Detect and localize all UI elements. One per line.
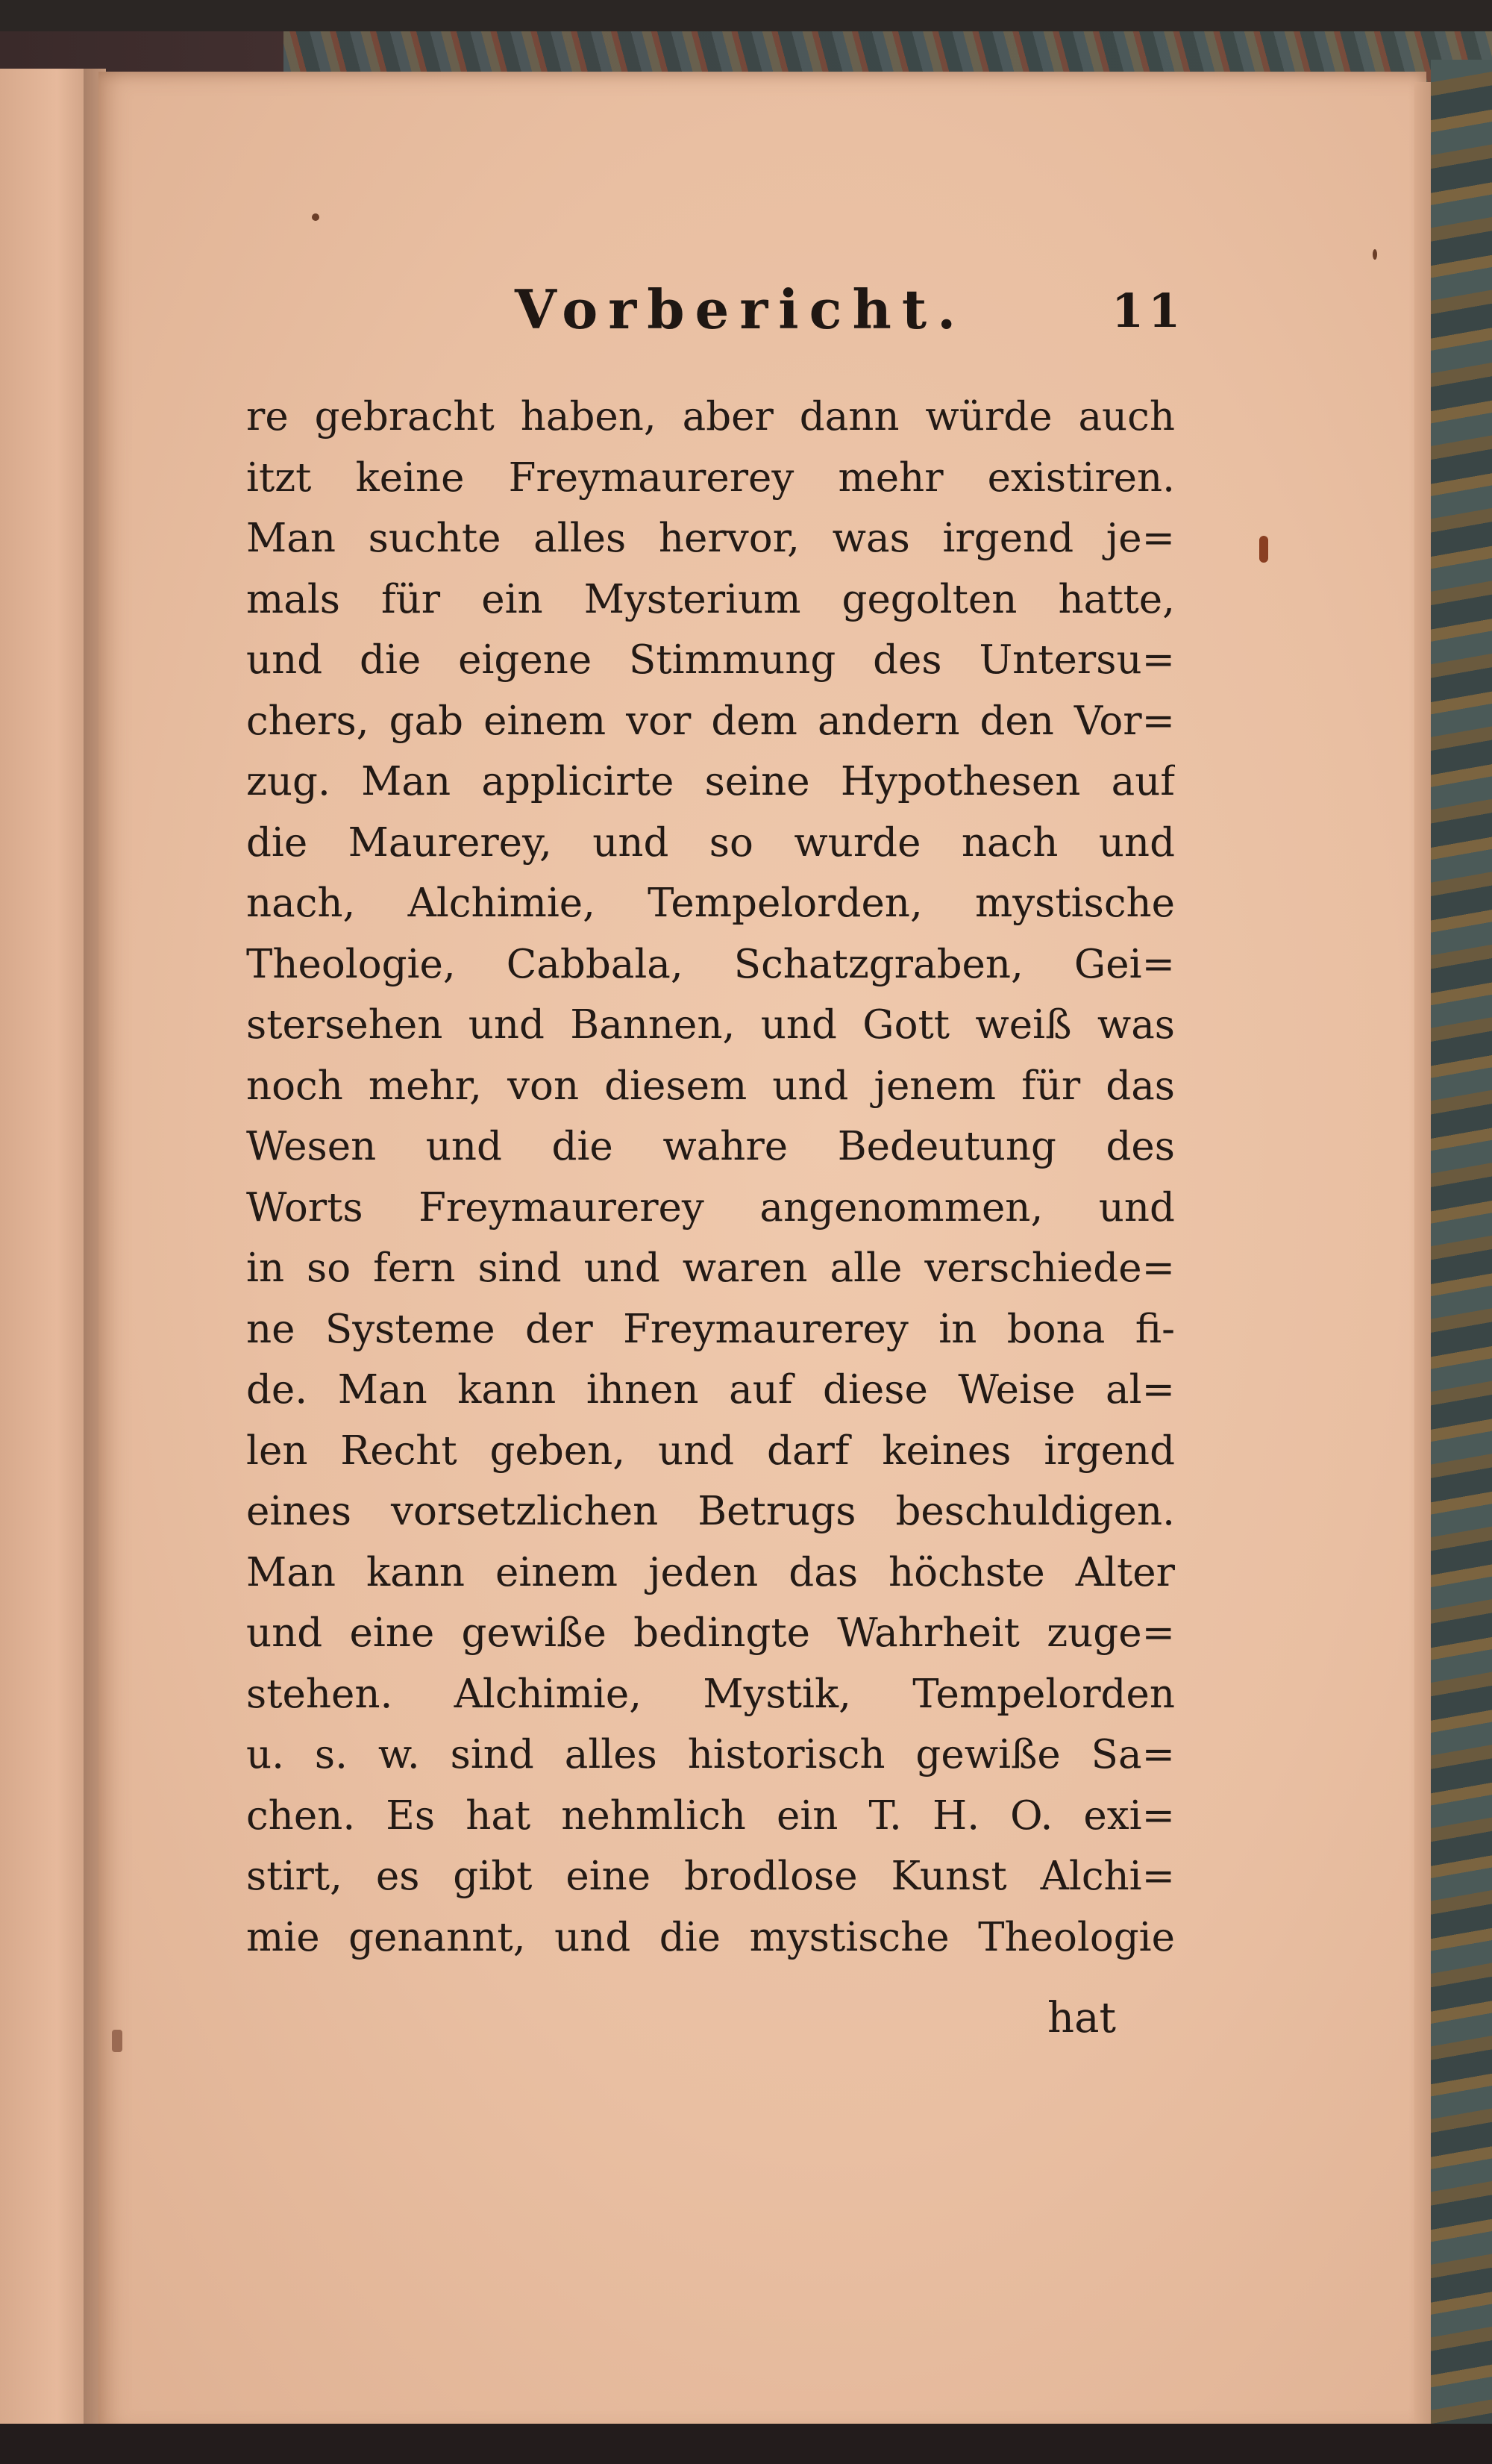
marbled-cover-right bbox=[1431, 60, 1492, 2440]
text-line: Worts Freymaurerey angenommen, und bbox=[246, 1184, 1175, 1231]
text-line: Wesen und die wahre Bedeutung des bbox=[246, 1124, 1175, 1169]
top-edge bbox=[0, 0, 1492, 36]
running-header: Vorbericht. bbox=[515, 278, 967, 341]
text-line: in so fern sind und waren alle verschiede= bbox=[246, 1245, 1175, 1291]
text-line: Man suchte alles hervor, was irgend je= bbox=[246, 516, 1175, 561]
paper-speck bbox=[312, 213, 319, 221]
text-line: zug. Man applicirte seine Hypothesen auf bbox=[246, 759, 1175, 804]
text-line: noch mehr, von diesem und jenem für das bbox=[246, 1063, 1175, 1109]
text-line: ne Systeme der Freymaurerey in bona fi- bbox=[246, 1306, 1175, 1352]
body-text bbox=[246, 387, 1175, 1968]
page-edge-right bbox=[1414, 82, 1431, 2433]
text-line: mie genannt, und die mystische Theologie bbox=[246, 1914, 1175, 1960]
text-line: stersehen und Bannen, und Gott weiß was bbox=[246, 1002, 1175, 1048]
text-line: re gebracht haben, aber dann würde auch bbox=[246, 394, 1175, 440]
text-line: chen. Es hat nehmlich ein T. H. O. exi= bbox=[246, 1792, 1175, 1839]
text-line: eines vorsetzlichen Betrugs beschuldigen. bbox=[246, 1489, 1175, 1534]
text-line: itzt keine Freymaurerey mehr existiren. bbox=[246, 454, 1175, 501]
text-line: nach, Alchimie, Tempelorden, mystische bbox=[246, 881, 1175, 926]
paper-speck bbox=[1259, 536, 1268, 563]
bottom-edge bbox=[0, 2424, 1492, 2464]
text-line: mals für ein Mysterium gegolten hatte, bbox=[246, 576, 1175, 622]
text-line: Theologie, Cabbala, Schatzgraben, Gei= bbox=[246, 941, 1175, 987]
text-line: u. s. w. sind alles historisch gewiße Sa= bbox=[246, 1732, 1175, 1777]
text-line: stirt, es gibt eine brodlose Kunst Alchi= bbox=[246, 1854, 1175, 1899]
text-line: len Recht geben, und darf keines irgend bbox=[246, 1428, 1175, 1474]
paper-speck bbox=[1373, 249, 1377, 260]
text-line: und eine gewiße bedingte Wahrheit zuge= bbox=[246, 1610, 1175, 1656]
text-line: die Maurerey, und so wurde nach und bbox=[246, 819, 1175, 866]
catchword: hat bbox=[1047, 1994, 1116, 2042]
previous-page-edge bbox=[0, 69, 95, 2436]
text-line: de. Man kann ihnen auf diese Weise al= bbox=[246, 1367, 1175, 1413]
text-line: Man kann einem jeden das höchste Alter bbox=[246, 1549, 1175, 1595]
text-line: chers, gab einem vor dem andern den Vor= bbox=[246, 698, 1175, 744]
page-number: 11 bbox=[1112, 284, 1185, 338]
paper-speck bbox=[112, 2030, 122, 2052]
text-line: und die eigene Stimmung des Untersu= bbox=[246, 637, 1175, 683]
text-line: stehen. Alchimie, Mystik, Tempelorden bbox=[246, 1671, 1175, 1717]
